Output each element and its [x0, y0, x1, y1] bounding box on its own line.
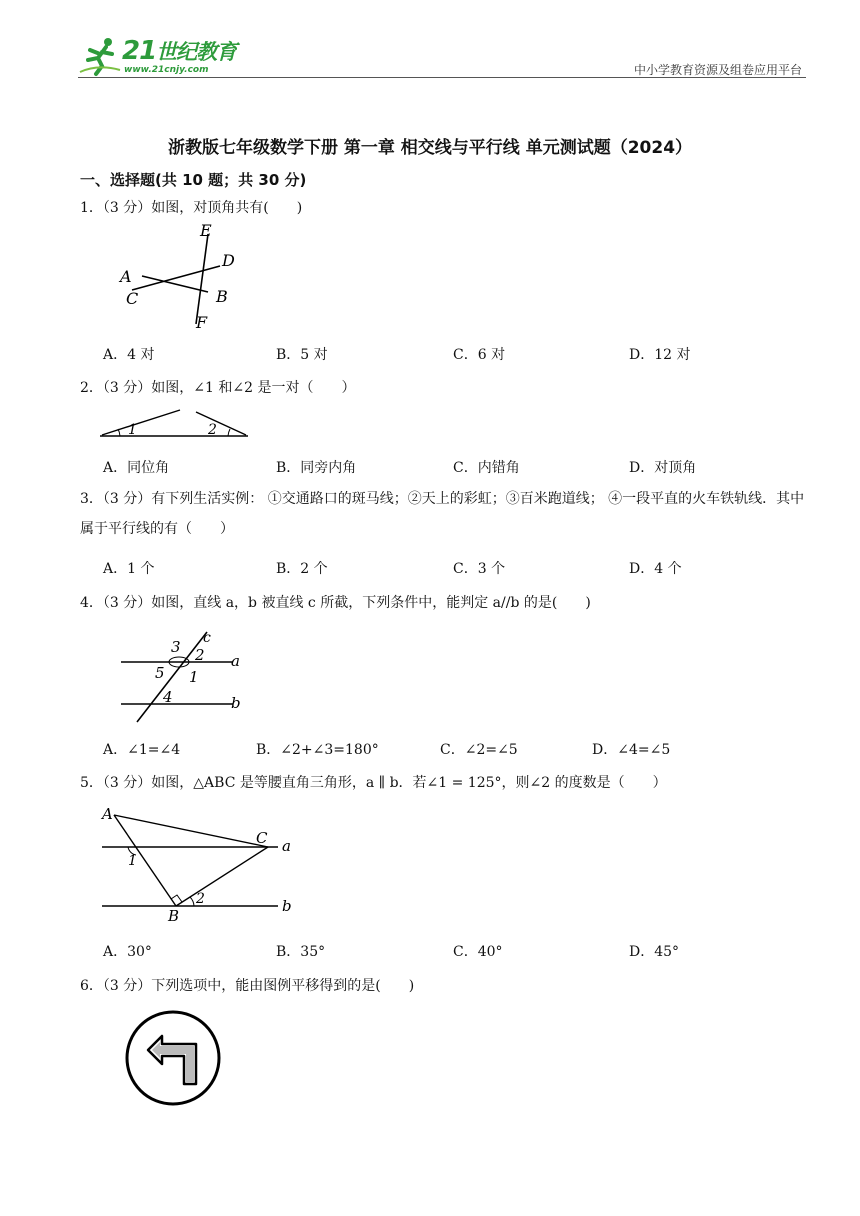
question-4-stem: 4．（3 分）如图，直线 a，b 被直线 c 所截，下列条件中，能判定 a//b 的是( ) [80, 595, 591, 611]
header-platform-text: 中小学教育资源及组卷应用平台 [633, 63, 802, 77]
question-1-option-d[interactable]: D．12 对 [629, 347, 691, 363]
question-3-option-b[interactable]: B．2 个 [276, 561, 328, 577]
label-point-b: B [168, 907, 180, 923]
label-angle-2: 2 [196, 891, 205, 907]
label-angle-5: 5 [155, 664, 165, 682]
label-angle-1: 1 [189, 668, 199, 686]
question-5-stem: 5．（3 分）如图，△ABC 是等腰直角三角形，a ∥ b．若∠1 = 125°，则∠2 的度数是（ ） [80, 775, 667, 791]
runner-icon [78, 34, 122, 78]
label-point-c: C [256, 829, 268, 847]
label-d: D [222, 251, 235, 270]
question-1-option-b[interactable]: B．5 对 [276, 347, 328, 363]
question-3-option-d[interactable]: D．4 个 [629, 561, 682, 577]
site-logo [78, 34, 248, 78]
label-angle-4: 4 [163, 688, 173, 706]
section-heading: 一、选择题(共 10 题；共 30 分) [80, 171, 307, 189]
label-angle-2: 2 [195, 646, 205, 664]
logo-url: www.21cnjy.com [124, 65, 209, 75]
question-3-option-c[interactable]: C．3 个 [453, 561, 506, 577]
question-5-option-c[interactable]: C．40° [453, 944, 503, 960]
question-2-stem: 2．（3 分）如图，∠1 和∠2 是一对（ ） [80, 380, 356, 396]
question-3-option-a[interactable]: A．1 个 [103, 561, 155, 577]
question-1-stem: 1．（3 分）如图，对顶角共有( ) [80, 200, 303, 216]
label-c: C [126, 289, 139, 308]
label-angle-1: 1 [128, 422, 137, 438]
logo-wordmark: 21世纪教育 [122, 36, 237, 66]
question-4-figure [115, 626, 255, 724]
label-point-a: A [102, 805, 113, 823]
question-1-figure [110, 220, 240, 332]
question-5-option-a[interactable]: A．30° [103, 944, 152, 960]
label-line-c: c [203, 630, 211, 646]
question-3-stem: 3．（3 分）有下列生活实例： ①交通路口的斑马线；②天上的彩虹；③百米跑道线； ④一段平直的火车铁轨线．其中属于平行线的有（ ） [80, 491, 805, 537]
label-line-a: a [282, 837, 291, 855]
label-a: A [120, 267, 132, 286]
question-5-figure [98, 803, 298, 923]
question-4-option-a[interactable]: A．∠1=∠4 [103, 742, 181, 758]
question-1-option-c[interactable]: C．6 对 [453, 347, 506, 363]
question-5-option-d[interactable]: D．45° [629, 944, 680, 960]
question-4-option-d[interactable]: D．∠4=∠5 [592, 742, 671, 758]
question-2-figure [98, 408, 250, 440]
header-divider [78, 77, 806, 78]
label-angle-1: 1 [128, 853, 137, 869]
turn-left-arrow-sign-icon [124, 1010, 224, 1110]
label-line-b: b [231, 694, 241, 712]
label-e: E [200, 221, 212, 240]
label-f: F [196, 313, 208, 332]
label-angle-2: 2 [208, 422, 217, 438]
label-b: B [216, 287, 228, 306]
question-5-option-b[interactable]: B．35° [276, 944, 326, 960]
question-2-option-a[interactable]: A．同位角 [103, 460, 170, 476]
question-4-option-c[interactable]: C．∠2=∠5 [440, 742, 518, 758]
question-2-option-c[interactable]: C．内错角 [453, 460, 520, 476]
label-line-b: b [282, 897, 292, 915]
question-2-option-d[interactable]: D．对顶角 [629, 460, 697, 476]
page-title: 浙教版七年级数学下册 第一章 相交线与平行线 单元测试题（2024） [167, 138, 693, 158]
question-6-stem: 6．（3 分）下列选项中，能由图例平移得到的是( ) [80, 978, 415, 994]
question-4-option-b[interactable]: B．∠2+∠3=180° [256, 742, 379, 758]
question-2-option-b[interactable]: B．同旁内角 [276, 460, 357, 476]
question-1-option-a[interactable]: A．4 对 [103, 347, 155, 363]
label-line-a: a [231, 652, 240, 670]
label-angle-3: 3 [171, 638, 181, 656]
